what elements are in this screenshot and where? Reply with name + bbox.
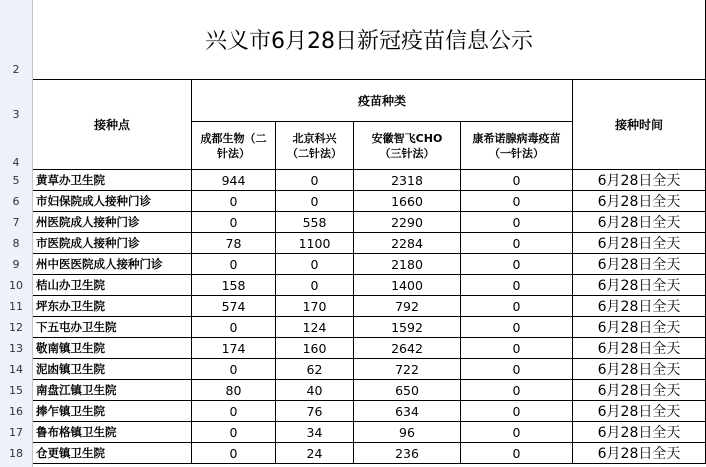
header-site[interactable]: 接种点 bbox=[33, 80, 192, 170]
header-time[interactable]: 接种时间 bbox=[573, 80, 706, 170]
zhifei-count[interactable]: 2642 bbox=[354, 338, 461, 359]
row-number[interactable]: 3 bbox=[12, 108, 20, 121]
zhifei-count[interactable]: 2180 bbox=[354, 254, 461, 275]
row-number[interactable]: 18 bbox=[9, 447, 23, 460]
kangxinuo-count[interactable]: 0 bbox=[461, 275, 573, 296]
zhifei-count[interactable]: 1660 bbox=[354, 191, 461, 212]
row-number[interactable]: 15 bbox=[9, 384, 23, 397]
time-cell[interactable]: 6月28日全天 bbox=[573, 443, 706, 464]
time-cell[interactable]: 6月28日全天 bbox=[573, 191, 706, 212]
kangxinuo-count[interactable]: 0 bbox=[461, 296, 573, 317]
site-cell[interactable]: 泥凼镇卫生院 bbox=[33, 359, 192, 380]
chengdu-count[interactable]: 0 bbox=[192, 422, 276, 443]
chengdu-count[interactable]: 0 bbox=[192, 254, 276, 275]
kangxinuo-count[interactable]: 0 bbox=[461, 191, 573, 212]
kangxinuo-count[interactable]: 0 bbox=[461, 254, 573, 275]
zhifei-count[interactable]: 650 bbox=[354, 380, 461, 401]
kexing-count[interactable]: 1100 bbox=[276, 233, 354, 254]
kangxinuo-count[interactable]: 0 bbox=[461, 380, 573, 401]
chengdu-count[interactable]: 0 bbox=[192, 359, 276, 380]
row-number[interactable]: 14 bbox=[9, 363, 23, 376]
kexing-count[interactable]: 40 bbox=[276, 380, 354, 401]
kexing-count[interactable]: 24 bbox=[276, 443, 354, 464]
zhifei-count[interactable]: 1400 bbox=[354, 275, 461, 296]
chengdu-count[interactable]: 0 bbox=[192, 191, 276, 212]
header-vaccine-zhifei[interactable]: 安徽智飞CHO（三针法） bbox=[354, 122, 461, 170]
zhifei-count[interactable]: 236 bbox=[354, 443, 461, 464]
time-cell[interactable]: 6月28日全天 bbox=[573, 212, 706, 233]
kexing-count[interactable]: 558 bbox=[276, 212, 354, 233]
chengdu-count[interactable]: 574 bbox=[192, 296, 276, 317]
row-number[interactable]: 16 bbox=[9, 405, 23, 418]
kexing-count[interactable]: 0 bbox=[276, 191, 354, 212]
chengdu-count[interactable]: 0 bbox=[192, 317, 276, 338]
kangxinuo-count[interactable]: 0 bbox=[461, 359, 573, 380]
zhifei-count[interactable]: 722 bbox=[354, 359, 461, 380]
kexing-count[interactable]: 0 bbox=[276, 170, 354, 191]
time-cell[interactable]: 6月28日全天 bbox=[573, 170, 706, 191]
kangxinuo-count[interactable]: 0 bbox=[461, 338, 573, 359]
row-number[interactable]: 7 bbox=[12, 216, 20, 229]
site-cell[interactable]: 下五屯办卫生院 bbox=[33, 317, 192, 338]
header-vaccine-types[interactable]: 疫苗种类 bbox=[192, 80, 573, 122]
row-number[interactable]: 4 bbox=[12, 156, 20, 169]
site-cell[interactable]: 坪东办卫生院 bbox=[33, 296, 192, 317]
site-cell[interactable]: 敬南镇卫生院 bbox=[33, 338, 192, 359]
site-cell[interactable]: 州中医医院成人接种门诊 bbox=[33, 254, 192, 275]
kexing-count[interactable]: 124 bbox=[276, 317, 354, 338]
row-number[interactable]: 11 bbox=[9, 300, 23, 313]
zhifei-count[interactable]: 792 bbox=[354, 296, 461, 317]
kangxinuo-count[interactable]: 0 bbox=[461, 422, 573, 443]
time-cell[interactable]: 6月28日全天 bbox=[573, 359, 706, 380]
kangxinuo-count[interactable]: 0 bbox=[461, 233, 573, 254]
header-vaccine-kexing[interactable]: 北京科兴（二针法） bbox=[276, 122, 354, 170]
row-number[interactable]: 9 bbox=[12, 258, 20, 271]
row-number[interactable]: 10 bbox=[9, 279, 23, 292]
site-cell[interactable]: 市妇保院成人接种门诊 bbox=[33, 191, 192, 212]
kangxinuo-count[interactable]: 0 bbox=[461, 401, 573, 422]
page-title[interactable]: 兴义市6月28日新冠疫苗信息公示 bbox=[33, 0, 706, 80]
kangxinuo-count[interactable]: 0 bbox=[461, 212, 573, 233]
site-cell[interactable]: 仓更镇卫生院 bbox=[33, 443, 192, 464]
chengdu-count[interactable]: 944 bbox=[192, 170, 276, 191]
site-cell[interactable]: 黄草办卫生院 bbox=[33, 170, 192, 191]
zhifei-count[interactable]: 1592 bbox=[354, 317, 461, 338]
chengdu-count[interactable]: 0 bbox=[192, 401, 276, 422]
time-cell[interactable]: 6月28日全天 bbox=[573, 401, 706, 422]
chengdu-count[interactable]: 158 bbox=[192, 275, 276, 296]
kexing-count[interactable]: 170 bbox=[276, 296, 354, 317]
site-cell[interactable]: 鲁布格镇卫生院 bbox=[33, 422, 192, 443]
chengdu-count[interactable]: 0 bbox=[192, 212, 276, 233]
time-cell[interactable]: 6月28日全天 bbox=[573, 233, 706, 254]
kangxinuo-count[interactable]: 0 bbox=[461, 443, 573, 464]
time-cell[interactable]: 6月28日全天 bbox=[573, 380, 706, 401]
row-number[interactable]: 6 bbox=[12, 195, 20, 208]
kangxinuo-count[interactable]: 0 bbox=[461, 170, 573, 191]
row-number[interactable]: 5 bbox=[12, 174, 20, 187]
kexing-count[interactable]: 160 bbox=[276, 338, 354, 359]
time-cell[interactable]: 6月28日全天 bbox=[573, 296, 706, 317]
chengdu-count[interactable]: 174 bbox=[192, 338, 276, 359]
site-cell[interactable]: 捧乍镇卫生院 bbox=[33, 401, 192, 422]
row-number[interactable]: 2 bbox=[12, 63, 20, 76]
time-cell[interactable]: 6月28日全天 bbox=[573, 338, 706, 359]
kexing-count[interactable]: 0 bbox=[276, 275, 354, 296]
site-cell[interactable]: 市医院成人接种门诊 bbox=[33, 233, 192, 254]
kexing-count[interactable]: 76 bbox=[276, 401, 354, 422]
kexing-count[interactable]: 62 bbox=[276, 359, 354, 380]
kexing-count[interactable]: 0 bbox=[276, 254, 354, 275]
chengdu-count[interactable]: 78 bbox=[192, 233, 276, 254]
site-cell[interactable]: 州医院成人接种门诊 bbox=[33, 212, 192, 233]
site-cell[interactable]: 桔山办卫生院 bbox=[33, 275, 192, 296]
row-number[interactable]: 12 bbox=[9, 321, 23, 334]
time-cell[interactable]: 6月28日全天 bbox=[573, 275, 706, 296]
chengdu-count[interactable]: 80 bbox=[192, 380, 276, 401]
time-cell[interactable]: 6月28日全天 bbox=[573, 422, 706, 443]
time-cell[interactable]: 6月28日全天 bbox=[573, 317, 706, 338]
zhifei-count[interactable]: 96 bbox=[354, 422, 461, 443]
row-number[interactable]: 8 bbox=[12, 237, 20, 250]
row-number[interactable]: 13 bbox=[9, 342, 23, 355]
time-cell[interactable]: 6月28日全天 bbox=[573, 254, 706, 275]
chengdu-count[interactable]: 0 bbox=[192, 443, 276, 464]
header-vaccine-chengdu[interactable]: 成都生物（二针法） bbox=[192, 122, 276, 170]
zhifei-count[interactable]: 634 bbox=[354, 401, 461, 422]
kangxinuo-count[interactable]: 0 bbox=[461, 317, 573, 338]
kexing-count[interactable]: 34 bbox=[276, 422, 354, 443]
zhifei-count[interactable]: 2318 bbox=[354, 170, 461, 191]
header-vaccine-kangxinuo[interactable]: 康希诺腺病毒疫苗（一针法） bbox=[461, 122, 573, 170]
zhifei-count[interactable]: 2290 bbox=[354, 212, 461, 233]
site-cell[interactable]: 南盘江镇卫生院 bbox=[33, 380, 192, 401]
zhifei-count[interactable]: 2284 bbox=[354, 233, 461, 254]
row-number[interactable]: 17 bbox=[9, 426, 23, 439]
